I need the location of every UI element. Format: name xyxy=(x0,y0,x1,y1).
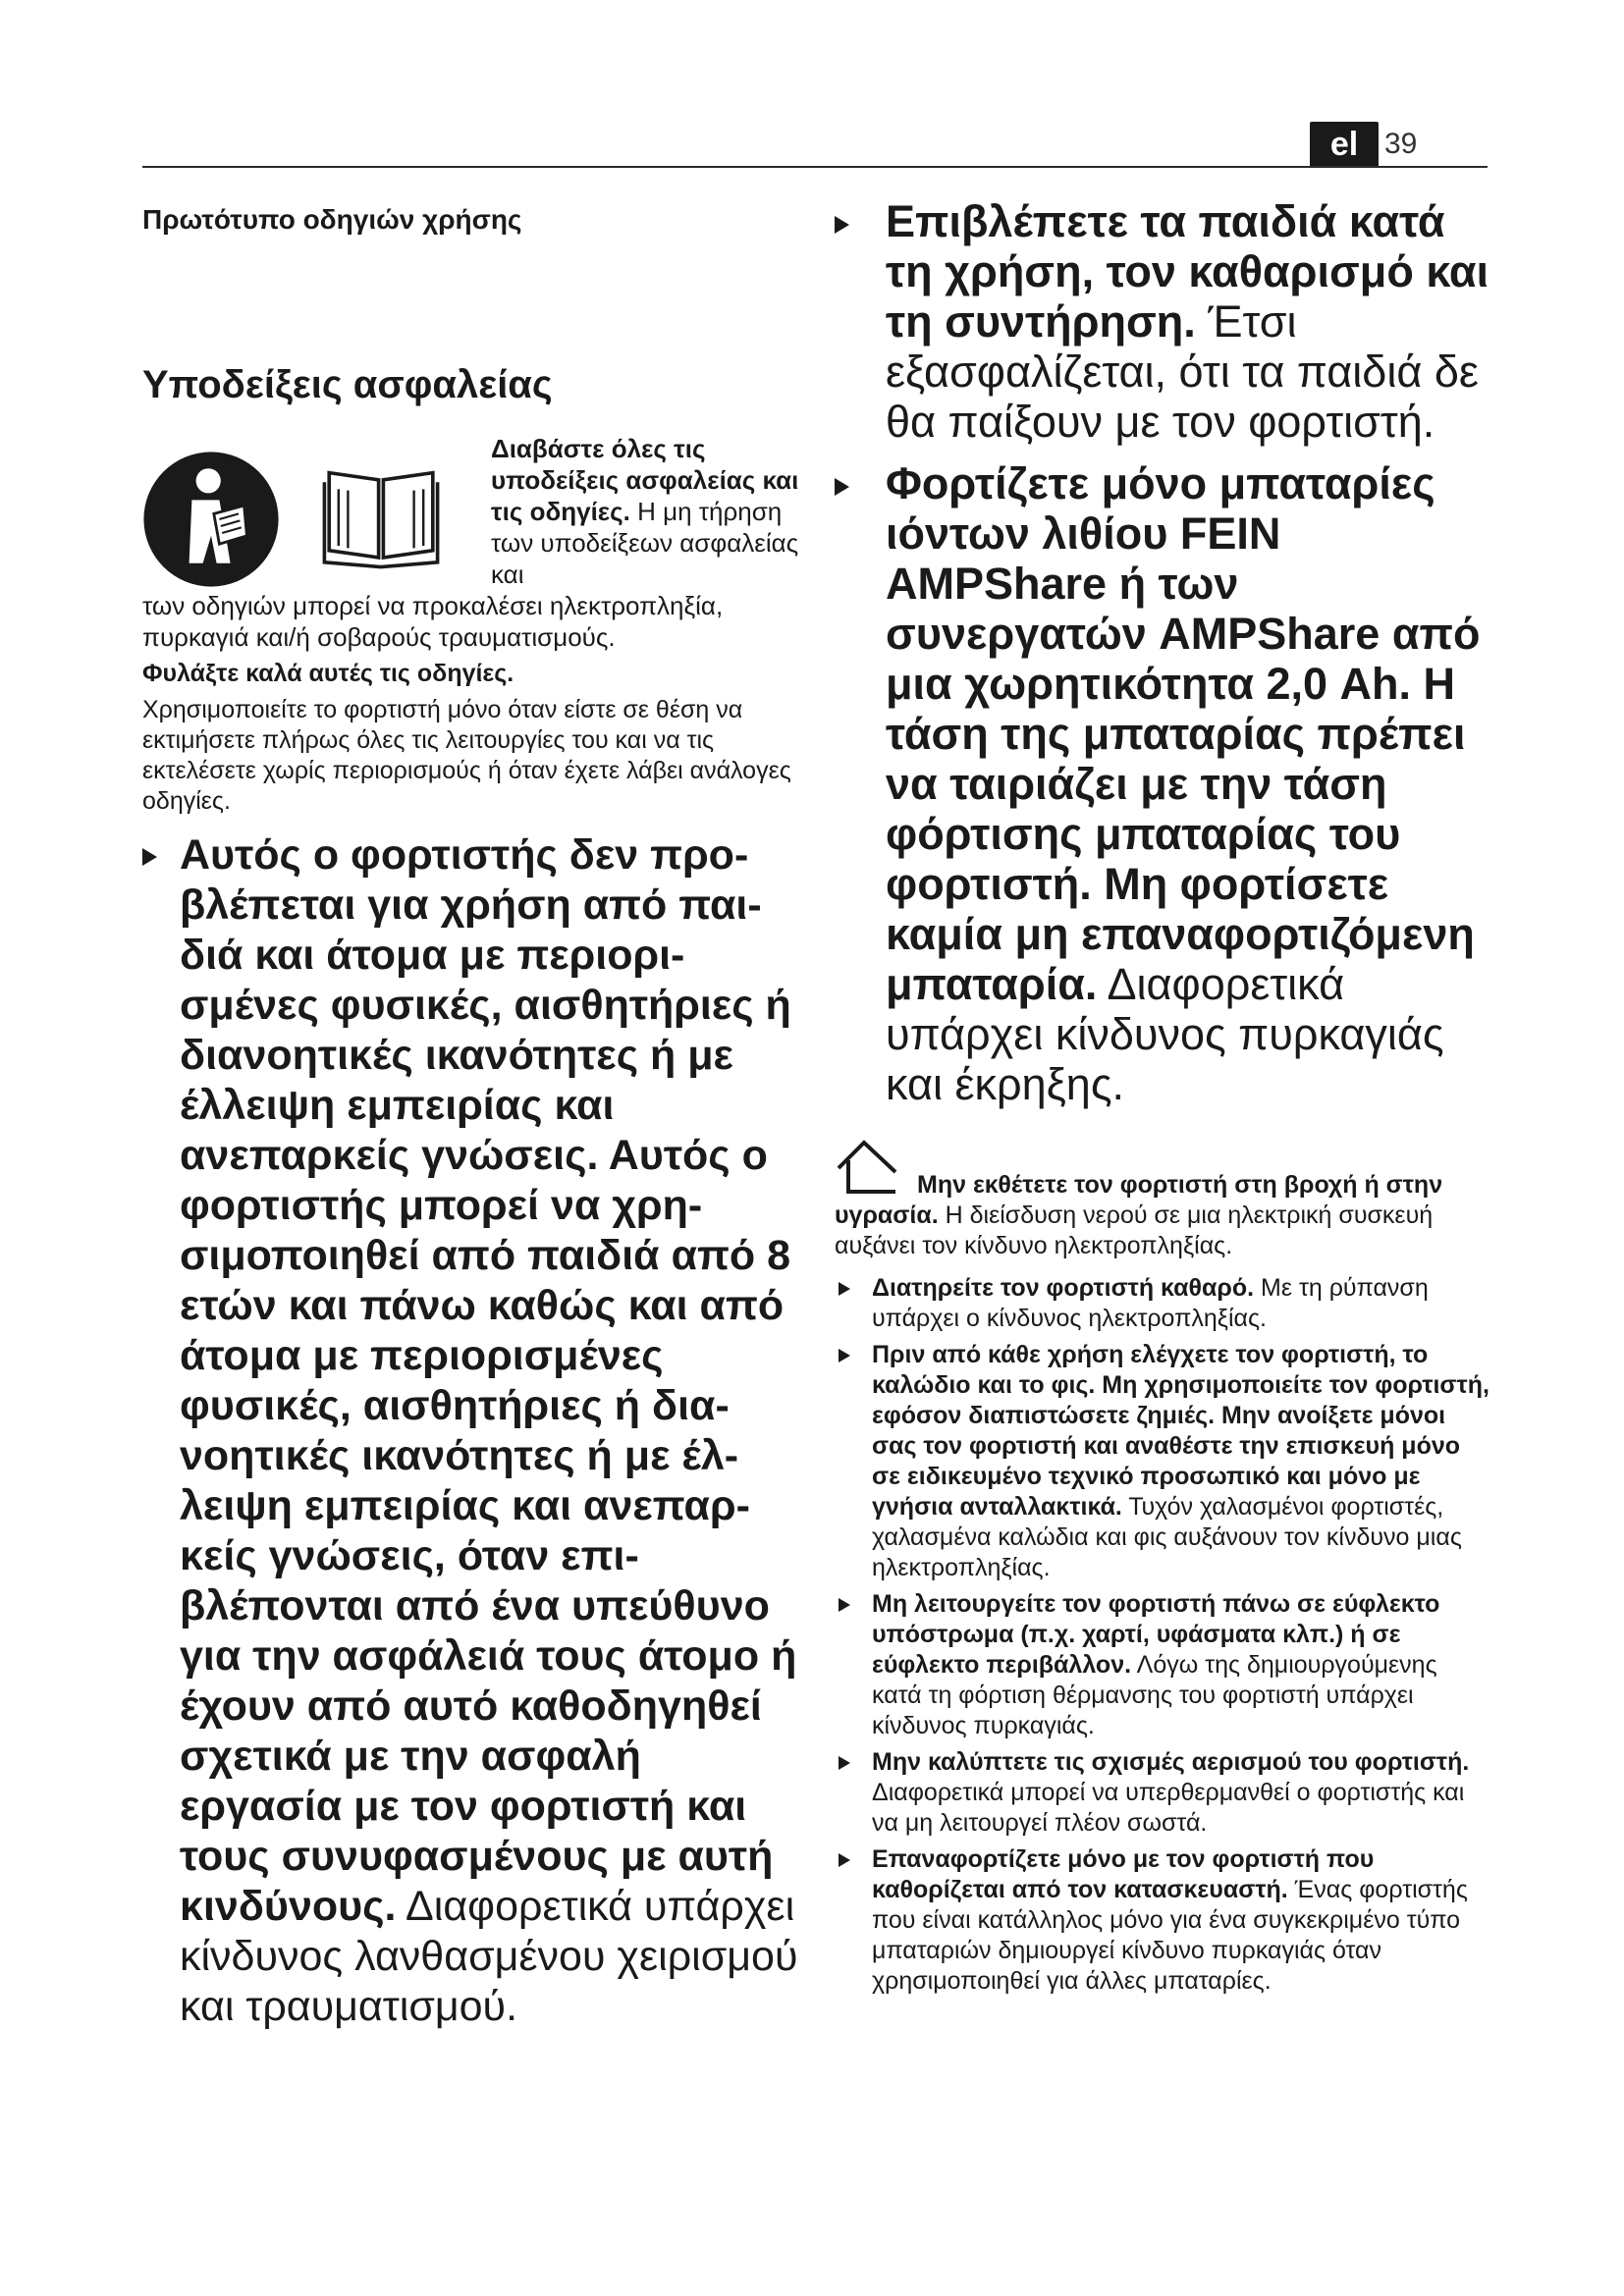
language-badge: el xyxy=(1310,122,1379,167)
intro-block xyxy=(142,433,800,653)
warning-children-item xyxy=(142,830,800,2032)
supervise-children-item xyxy=(835,196,1492,447)
intro-bold: Διαβάστε όλες τις υποδείξεις ασφαλείας και τις οδηγίες. xyxy=(491,434,799,526)
battery-bold: Φορτίζετε μόνο μπαταρίες ιόντων λιθίου FEIN AMPShare ή των συνεργατών AMPShare από μια χωρητικότητα 2,0 Ah. Η τάση της μπαταρίας πρέπει να ταιριάζει με την τάση φόρτισης μπαταρίας του φορτιστή. Μη φορτίσετε καμία μη επαναφορτιζόμενη μπαταρία. xyxy=(886,458,1481,1009)
warning-bold-a: Αυτός ο φορτιστής δεν προβλέπεται για χρήση από παιδιά και άτομα με περιορισμένες φυσικές, αισθητήριες ή διανοητικές ικανότητες ή με έλλειψη εμπειρίας και ανεπαρκείς γνώσεις. Αυτός ο φορτιστής μπορεί να χρησιμοποιηθεί από παιδιά από xyxy=(180,831,791,1279)
warning-bold-b: ετών και πάνω καθώς και από άτομα με περιορισμένες φυσικές, αισθητήριες ή διανοητικές ικανότητες ή με έλλειψη εμπειρίας και ανεπαρκείς γνώσεις, όταν επιβλέπονται από ένα υπεύθυνο για την ασφάλειά τους άτομο ή έχουν από αυτό καθοδηγηθεί σχετικά με την ασφαλή εργασία με τον φορτιστή και τους συνυφασμένους με αυτή κινδύνους. xyxy=(180,1282,797,1930)
rain-warning-normal: Η διείσδυση νερού σε μια ηλεκτρική συσκευή αυξάνει τον κίνδυνο ηλεκτροπληξίας. xyxy=(835,1201,1434,1259)
rain-warning-bold: Μην εκθέτετε τον φορτιστή στη βροχή ή στην υγρασία. xyxy=(835,1171,1443,1229)
page-number: 39 xyxy=(1384,128,1418,160)
intro-text xyxy=(491,433,800,590)
list-item-bold: Μη λειτουργείτε τον φορτιστή πάνω σε εύφλεκτο υπόστρωμα (π.χ. χαρτί, υφάσματα κλπ.) ή σε εύφλεκτο περιβάλλον. xyxy=(872,1590,1440,1679)
left-column xyxy=(142,196,800,2032)
list-item-bold: Πριν από κάθε χρήση ελέγχετε τον φορτιστή, το καλώδιο και το φις. Μη χρησιμοποιείτε τον φορτιστή, εφόσον διαπιστώσετε ζημιές. Μην ανοίξετε μόνοι σας τον φορτιστή και αναθέστε την επισκευή μόνο σε ειδικευμένο τεχνικό προσωπικό και μόνο με γνήσια ανταλλακτικά. xyxy=(872,1341,1489,1521)
supervise-normal: Έτσι εξασφαλίζεται, ότι τα παιδιά δε θα παίξουν με τον φορτιστή. xyxy=(886,296,1479,447)
section-title: Υποδείξεις ασφαλείας xyxy=(142,363,553,406)
bullet-arrow-icon xyxy=(142,848,157,866)
bullet-arrow-icon xyxy=(839,1853,850,1867)
list-item-normal: Τυχόν χαλασμένοι φορτιστές, χαλασμένα καλώδια και φις αυξάνουν τον κίνδυνο μιας ηλεκτροπληξίας. xyxy=(872,1493,1462,1581)
right-column xyxy=(835,196,1492,1997)
list-item xyxy=(835,1273,1492,1334)
usage-note: Χρησιμοποιείτε το φορτιστή μόνο όταν είστε σε θέση να εκτιμήσετε πλήρως όλες τις λειτουργίες του και να τις εκτελέσετε χωρίς περιορισμούς ή όταν έχετε λάβει ανάλογες οδηγίες. xyxy=(142,696,791,815)
keep-instructions: Φυλάξτε καλά αυτές τις οδηγίες. xyxy=(142,660,514,687)
list-item-bold: Διατηρείτε τον φορτιστή καθαρό. xyxy=(872,1274,1255,1302)
read-manual-person-icon xyxy=(142,451,280,588)
document-label: Πρωτότυπο οδηγιών χρήσης xyxy=(142,204,522,235)
bullet-arrow-icon xyxy=(839,1598,850,1612)
list-item-normal: Λόγω της δημιουργούμενης κατά τη φόρτιση θέρμανσης του φορτιστή υπάρχει κίνδυνος πυρκαγιάς. xyxy=(872,1651,1437,1739)
list-item-bold: Επαναφορτίζετε μόνο με τον φορτιστή που καθορίζεται από τον κατασκευαστή. xyxy=(872,1845,1375,1903)
intro-normal-start: Η μη τήρηση των υποδείξεων ασφαλείας και xyxy=(491,497,799,589)
intro-tail: των οδηγιών μπορεί να προκαλέσει ηλεκτροπληξία, πυρκαγιά και/ή σοβαρούς τραυματισμούς. xyxy=(142,591,724,652)
rain-warning xyxy=(835,1170,1492,1261)
warning-age-number: 8 xyxy=(767,1232,791,1279)
list-item xyxy=(835,1747,1492,1839)
bullet-arrow-icon xyxy=(839,1282,850,1296)
bullet-arrow-icon xyxy=(835,216,849,234)
bullet-arrow-icon xyxy=(839,1756,850,1770)
header-rule xyxy=(142,166,1488,168)
battery-normal: Διαφορετικά υπάρχει κίνδυνος πυρκαγιάς και έκρηξης. xyxy=(886,959,1444,1109)
list-item xyxy=(835,1844,1492,1997)
list-item xyxy=(835,1589,1492,1741)
list-item-bold: Μην καλύπτετε τις σχισμές αερισμού του φορτιστή. xyxy=(872,1748,1470,1776)
battery-item xyxy=(835,458,1492,1109)
supervise-bold: Επιβλέπετε τα παιδιά κατά τη χρήση, τον καθαρισμό και τη συντήρηση. xyxy=(886,196,1489,347)
list-item-normal: Ένας φορτιστής που είναι κατάλληλος μόνο για ένα συγκεκριμένο τύπο μπαταριών δημιουργεί κίνδυνο πυρκαγιάς όταν χρησιμοποιηθεί για άλλες μπαταρίες. xyxy=(872,1876,1468,1995)
bullet-arrow-icon xyxy=(839,1349,850,1362)
bullet-arrow-icon xyxy=(835,478,849,496)
indoor-use-house-icon xyxy=(835,1139,899,1198)
list-item-normal: Με τη ρύπανση υπάρχει ο κίνδυνος ηλεκτροπληξίας. xyxy=(872,1274,1429,1332)
list-item xyxy=(835,1340,1492,1583)
warning-normal: Διαφορετικά υπάρχει κίνδυνος λανθασμένου χειρισμού και τραυματισμού. xyxy=(180,1883,798,2030)
open-book-icon xyxy=(322,462,440,570)
list-item-normal: Διαφορετικά μπορεί να υπερθερμανθεί ο φορτιστής και να μη λειτουργεί πλέον σωστά. xyxy=(872,1779,1465,1837)
